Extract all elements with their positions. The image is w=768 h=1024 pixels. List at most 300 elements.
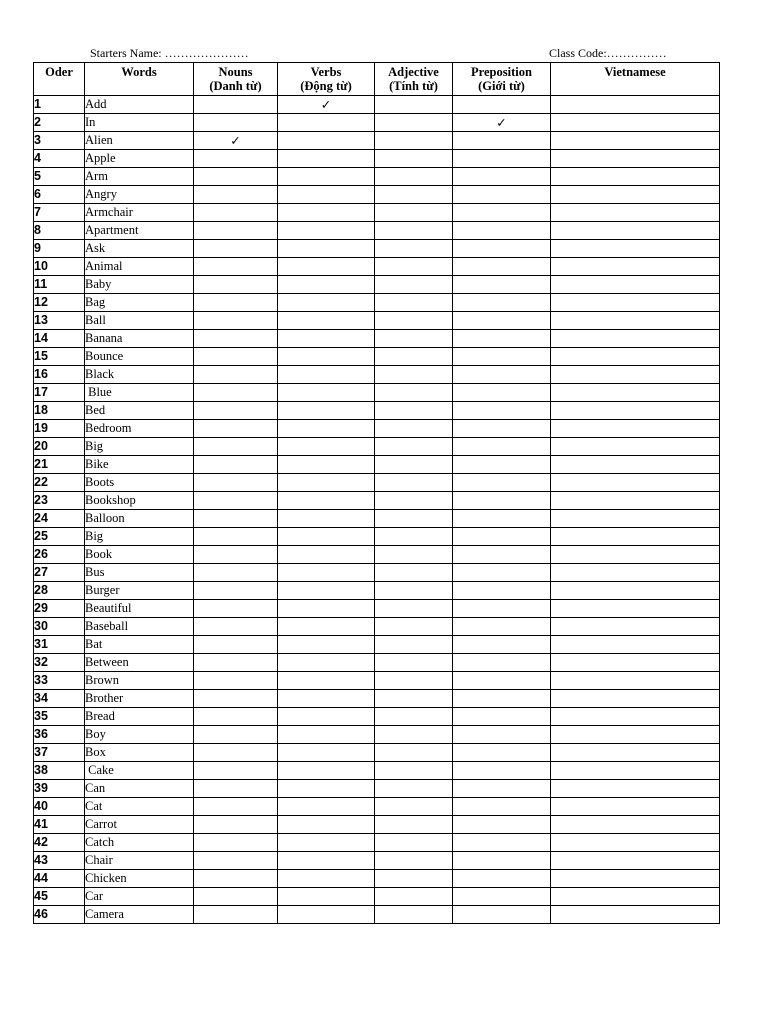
table-row [34,96,720,114]
table-row [34,672,720,690]
row-adjective-cell[interactable] [375,672,453,690]
row-preposition-cell[interactable] [453,690,551,708]
row-adjective-cell[interactable] [375,762,453,780]
row-adjective-cell[interactable] [375,114,453,132]
row-noun-cell[interactable] [194,240,278,258]
row-vietnamese-cell[interactable] [551,690,720,708]
row-word: Bedroom [85,420,194,438]
row-order-number: 13 [34,312,85,330]
row-noun-cell[interactable] [194,582,278,600]
row-noun-cell[interactable] [194,456,278,474]
row-adjective-cell[interactable] [375,312,453,330]
row-adjective-cell[interactable] [375,852,453,870]
row-vietnamese-cell[interactable] [551,186,720,204]
row-vietnamese-cell[interactable] [551,798,720,816]
row-vietnamese-cell[interactable] [551,744,720,762]
table-row [34,834,720,852]
row-preposition-cell[interactable] [453,186,551,204]
row-noun-cell[interactable] [194,852,278,870]
row-noun-cell[interactable] [194,384,278,402]
class-code-field[interactable]: Class Code:…………… [549,46,667,60]
row-adjective-cell[interactable] [375,348,453,366]
table-row [34,240,720,258]
row-vietnamese-cell[interactable] [551,672,720,690]
row-adjective-cell[interactable] [375,204,453,222]
row-preposition-cell[interactable] [453,870,551,888]
row-word: Beautiful [85,600,194,618]
row-noun-cell[interactable] [194,870,278,888]
row-adjective-cell[interactable] [375,96,453,114]
row-adjective-cell[interactable] [375,618,453,636]
table-row [34,600,720,618]
row-noun-cell[interactable] [194,744,278,762]
row-order-number: 21 [34,456,85,474]
row-vietnamese-cell[interactable] [551,600,720,618]
table-row [34,510,720,528]
row-adjective-cell[interactable] [375,240,453,258]
row-preposition-cell[interactable] [453,780,551,798]
column-header-adjective [375,63,453,96]
row-preposition-cell[interactable] [453,528,551,546]
table-row [34,132,720,150]
row-noun-cell[interactable] [194,816,278,834]
row-noun-cell[interactable] [194,564,278,582]
row-noun-cell[interactable] [194,258,278,276]
row-verb-cell[interactable] [278,276,375,294]
row-preposition-cell[interactable] [453,636,551,654]
row-noun-cell[interactable] [194,150,278,168]
row-preposition-cell[interactable] [453,762,551,780]
row-order-number: 20 [34,438,85,456]
row-word: Bag [85,294,194,312]
row-verb-cell[interactable] [278,510,375,528]
row-verb-cell[interactable] [278,204,375,222]
row-verb-cell[interactable] [278,528,375,546]
row-verb-cell[interactable] [278,546,375,564]
row-noun-cell[interactable] [194,726,278,744]
row-word: Between [85,654,194,672]
row-vietnamese-cell[interactable] [551,852,720,870]
row-adjective-cell[interactable] [375,474,453,492]
row-verb-cell[interactable] [278,384,375,402]
row-noun-cell[interactable] [194,618,278,636]
row-vietnamese-cell[interactable] [551,240,720,258]
row-adjective-cell[interactable] [375,132,453,150]
row-noun-cell[interactable] [194,510,278,528]
row-noun-cell[interactable] [194,96,278,114]
row-adjective-cell[interactable] [375,780,453,798]
row-vietnamese-cell[interactable] [551,546,720,564]
row-preposition-cell[interactable] [453,474,551,492]
row-noun-cell[interactable] [194,546,278,564]
row-word: Armchair [85,204,194,222]
row-adjective-cell[interactable] [375,294,453,312]
row-preposition-cell[interactable] [453,348,551,366]
row-vietnamese-cell[interactable] [551,294,720,312]
table-row [34,366,720,384]
row-preposition-cell[interactable] [453,654,551,672]
row-verb-cell[interactable] [278,744,375,762]
row-vietnamese-cell[interactable] [551,834,720,852]
row-preposition-cell[interactable] [453,222,551,240]
student-name-field[interactable]: Starters Name: ………………… [90,46,249,60]
row-verb-cell[interactable] [278,690,375,708]
row-vietnamese-cell[interactable] [551,762,720,780]
row-verb-cell[interactable] [278,654,375,672]
table-row [34,582,720,600]
row-vietnamese-cell[interactable] [551,204,720,222]
row-preposition-cell[interactable] [453,816,551,834]
row-preposition-cell[interactable] [453,564,551,582]
row-word: Cake [85,762,194,780]
row-preposition-cell[interactable] [453,834,551,852]
row-preposition-cell[interactable] [453,384,551,402]
row-noun-cell[interactable] [194,600,278,618]
row-verb-cell[interactable] [278,186,375,204]
row-noun-cell[interactable] [194,636,278,654]
row-verb-cell[interactable] [278,96,375,114]
row-preposition-cell[interactable] [453,852,551,870]
row-noun-cell[interactable] [194,168,278,186]
row-noun-cell[interactable] [194,402,278,420]
row-adjective-cell[interactable] [375,276,453,294]
row-preposition-cell[interactable] [453,168,551,186]
row-noun-cell[interactable] [194,204,278,222]
row-preposition-cell[interactable] [453,132,551,150]
row-verb-cell[interactable] [278,492,375,510]
row-preposition-cell[interactable] [453,744,551,762]
row-verb-cell[interactable] [278,582,375,600]
row-adjective-cell[interactable] [375,222,453,240]
row-vietnamese-cell[interactable] [551,780,720,798]
row-order-number: 29 [34,600,85,618]
row-preposition-cell[interactable] [453,492,551,510]
column-header-verbs-vi: (Động từ) [300,79,352,93]
row-verb-cell[interactable] [278,420,375,438]
row-vietnamese-cell[interactable] [551,132,720,150]
row-vietnamese-cell[interactable] [551,312,720,330]
row-verb-cell[interactable] [278,618,375,636]
row-adjective-cell[interactable] [375,492,453,510]
row-order-number: 39 [34,780,85,798]
row-adjective-cell[interactable] [375,798,453,816]
row-word: Alien [85,132,194,150]
row-preposition-cell[interactable] [453,726,551,744]
row-vietnamese-cell[interactable] [551,708,720,726]
row-preposition-cell[interactable] [453,204,551,222]
row-preposition-cell[interactable] [453,330,551,348]
row-adjective-cell[interactable] [375,636,453,654]
row-adjective-cell[interactable] [375,258,453,276]
row-adjective-cell[interactable] [375,384,453,402]
row-verb-cell[interactable] [278,150,375,168]
row-verb-cell[interactable] [278,708,375,726]
row-vietnamese-cell[interactable] [551,438,720,456]
row-preposition-cell[interactable] [453,114,551,132]
row-noun-cell[interactable] [194,330,278,348]
row-verb-cell[interactable] [278,240,375,258]
table-row [34,186,720,204]
row-verb-cell[interactable] [278,672,375,690]
row-word: Apple [85,150,194,168]
row-vietnamese-cell[interactable] [551,582,720,600]
row-preposition-cell[interactable] [453,798,551,816]
row-preposition-cell[interactable] [453,420,551,438]
row-adjective-cell[interactable] [375,888,453,906]
row-vietnamese-cell[interactable] [551,168,720,186]
row-noun-cell[interactable] [194,294,278,312]
row-order-number: 33 [34,672,85,690]
row-vietnamese-cell[interactable] [551,870,720,888]
row-verb-cell[interactable] [278,438,375,456]
row-noun-cell[interactable] [194,186,278,204]
row-vietnamese-cell[interactable] [551,348,720,366]
row-order-number: 38 [34,762,85,780]
row-preposition-cell[interactable] [453,618,551,636]
row-adjective-cell[interactable] [375,708,453,726]
row-noun-cell[interactable] [194,672,278,690]
row-word: Chair [85,852,194,870]
table-row [34,222,720,240]
table-row [34,168,720,186]
row-noun-cell[interactable] [194,762,278,780]
row-verb-cell[interactable] [278,366,375,384]
row-verb-cell[interactable] [278,762,375,780]
row-verb-cell[interactable] [278,132,375,150]
row-word: Ask [85,240,194,258]
row-vietnamese-cell[interactable] [551,816,720,834]
row-adjective-cell[interactable] [375,546,453,564]
row-word: Camera [85,906,194,924]
row-adjective-cell[interactable] [375,438,453,456]
row-noun-cell[interactable] [194,222,278,240]
row-order-number: 1 [34,96,85,114]
row-preposition-cell[interactable] [453,600,551,618]
row-vietnamese-cell[interactable] [551,366,720,384]
table-row [34,780,720,798]
row-adjective-cell[interactable] [375,906,453,924]
row-vietnamese-cell[interactable] [551,510,720,528]
row-noun-cell[interactable] [194,114,278,132]
row-noun-cell[interactable] [194,708,278,726]
row-vietnamese-cell[interactable] [551,564,720,582]
row-preposition-cell[interactable] [453,96,551,114]
row-preposition-cell[interactable] [453,276,551,294]
row-preposition-cell[interactable] [453,582,551,600]
row-preposition-cell[interactable] [453,888,551,906]
row-order-number: 11 [34,276,85,294]
row-vietnamese-cell[interactable] [551,654,720,672]
column-header-vietnamese-label: Vietnamese [604,65,666,79]
row-adjective-cell[interactable] [375,654,453,672]
row-verb-cell[interactable] [278,798,375,816]
row-adjective-cell[interactable] [375,690,453,708]
row-adjective-cell[interactable] [375,816,453,834]
row-noun-cell[interactable] [194,132,278,150]
row-word: Baby [85,276,194,294]
row-verb-cell[interactable] [278,474,375,492]
row-adjective-cell[interactable] [375,582,453,600]
row-vietnamese-cell[interactable] [551,330,720,348]
row-verb-cell[interactable] [278,600,375,618]
table-row [34,816,720,834]
row-vietnamese-cell[interactable] [551,258,720,276]
row-preposition-cell[interactable] [453,510,551,528]
row-adjective-cell[interactable] [375,510,453,528]
table-row [34,906,720,924]
row-preposition-cell[interactable] [453,150,551,168]
row-noun-cell[interactable] [194,888,278,906]
row-adjective-cell[interactable] [375,564,453,582]
row-vietnamese-cell[interactable] [551,906,720,924]
row-adjective-cell[interactable] [375,186,453,204]
row-vietnamese-cell[interactable] [551,474,720,492]
column-header-nouns [194,63,278,96]
table-row [34,870,720,888]
row-order-number: 31 [34,636,85,654]
row-adjective-cell[interactable] [375,420,453,438]
row-adjective-cell[interactable] [375,456,453,474]
row-verb-cell[interactable] [278,726,375,744]
row-word: Boy [85,726,194,744]
row-noun-cell[interactable] [194,474,278,492]
row-verb-cell[interactable] [278,168,375,186]
row-preposition-cell[interactable] [453,366,551,384]
row-vietnamese-cell[interactable] [551,384,720,402]
row-word: Bed [85,402,194,420]
row-noun-cell[interactable] [194,780,278,798]
row-verb-cell[interactable] [278,456,375,474]
check-mark-icon: ✓ [496,115,507,130]
row-adjective-cell[interactable] [375,150,453,168]
row-verb-cell[interactable] [278,888,375,906]
row-verb-cell[interactable] [278,312,375,330]
table-row [34,798,720,816]
row-vietnamese-cell[interactable] [551,150,720,168]
row-vietnamese-cell[interactable] [551,222,720,240]
row-verb-cell[interactable] [278,258,375,276]
row-order-number: 35 [34,708,85,726]
row-noun-cell[interactable] [194,528,278,546]
row-vietnamese-cell[interactable] [551,96,720,114]
row-vietnamese-cell[interactable] [551,618,720,636]
row-adjective-cell[interactable] [375,366,453,384]
row-vietnamese-cell[interactable] [551,492,720,510]
table-row [34,564,720,582]
row-vietnamese-cell[interactable] [551,888,720,906]
row-noun-cell[interactable] [194,690,278,708]
row-noun-cell[interactable] [194,906,278,924]
row-verb-cell[interactable] [278,870,375,888]
column-header-order-label: Oder [45,65,73,79]
row-noun-cell[interactable] [194,312,278,330]
row-noun-cell[interactable] [194,276,278,294]
row-preposition-cell[interactable] [453,294,551,312]
row-word: Brother [85,690,194,708]
row-verb-cell[interactable] [278,834,375,852]
row-preposition-cell[interactable] [453,240,551,258]
row-verb-cell[interactable] [278,222,375,240]
row-preposition-cell[interactable] [453,258,551,276]
column-header-verbs [278,63,375,96]
row-verb-cell[interactable] [278,348,375,366]
row-vietnamese-cell[interactable] [551,726,720,744]
row-vietnamese-cell[interactable] [551,528,720,546]
row-adjective-cell[interactable] [375,168,453,186]
row-verb-cell[interactable] [278,114,375,132]
row-adjective-cell[interactable] [375,330,453,348]
row-noun-cell[interactable] [194,348,278,366]
table-row [34,636,720,654]
row-vietnamese-cell[interactable] [551,276,720,294]
row-preposition-cell[interactable] [453,906,551,924]
row-order-number: 34 [34,690,85,708]
row-vietnamese-cell[interactable] [551,114,720,132]
row-adjective-cell[interactable] [375,402,453,420]
row-verb-cell[interactable] [278,780,375,798]
row-adjective-cell[interactable] [375,744,453,762]
row-verb-cell[interactable] [278,564,375,582]
row-order-number: 32 [34,654,85,672]
row-adjective-cell[interactable] [375,600,453,618]
row-adjective-cell[interactable] [375,726,453,744]
row-verb-cell[interactable] [278,816,375,834]
row-word: Box [85,744,194,762]
table-row [34,708,720,726]
row-order-number: 7 [34,204,85,222]
row-vietnamese-cell[interactable] [551,456,720,474]
row-word: Arm [85,168,194,186]
row-preposition-cell[interactable] [453,456,551,474]
row-verb-cell[interactable] [278,294,375,312]
row-order-number: 41 [34,816,85,834]
row-word: Big [85,438,194,456]
row-vietnamese-cell[interactable] [551,636,720,654]
row-vietnamese-cell[interactable] [551,420,720,438]
row-noun-cell[interactable] [194,492,278,510]
row-adjective-cell[interactable] [375,870,453,888]
row-verb-cell[interactable] [278,330,375,348]
row-noun-cell[interactable] [194,366,278,384]
row-preposition-cell[interactable] [453,312,551,330]
table-row [34,654,720,672]
vocabulary-table-body [34,96,720,924]
row-noun-cell[interactable] [194,438,278,456]
row-preposition-cell[interactable] [453,708,551,726]
row-preposition-cell[interactable] [453,546,551,564]
row-noun-cell[interactable] [194,798,278,816]
row-verb-cell[interactable] [278,852,375,870]
row-verb-cell[interactable] [278,636,375,654]
row-verb-cell[interactable] [278,906,375,924]
row-preposition-cell[interactable] [453,438,551,456]
row-noun-cell[interactable] [194,654,278,672]
row-adjective-cell[interactable] [375,834,453,852]
row-preposition-cell[interactable] [453,672,551,690]
row-preposition-cell[interactable] [453,402,551,420]
table-row [34,330,720,348]
row-adjective-cell[interactable] [375,528,453,546]
row-order-number: 26 [34,546,85,564]
row-noun-cell[interactable] [194,420,278,438]
table-row [34,276,720,294]
row-noun-cell[interactable] [194,834,278,852]
row-word: Car [85,888,194,906]
table-row [34,438,720,456]
row-word: Baseball [85,618,194,636]
row-verb-cell[interactable] [278,402,375,420]
row-vietnamese-cell[interactable] [551,402,720,420]
